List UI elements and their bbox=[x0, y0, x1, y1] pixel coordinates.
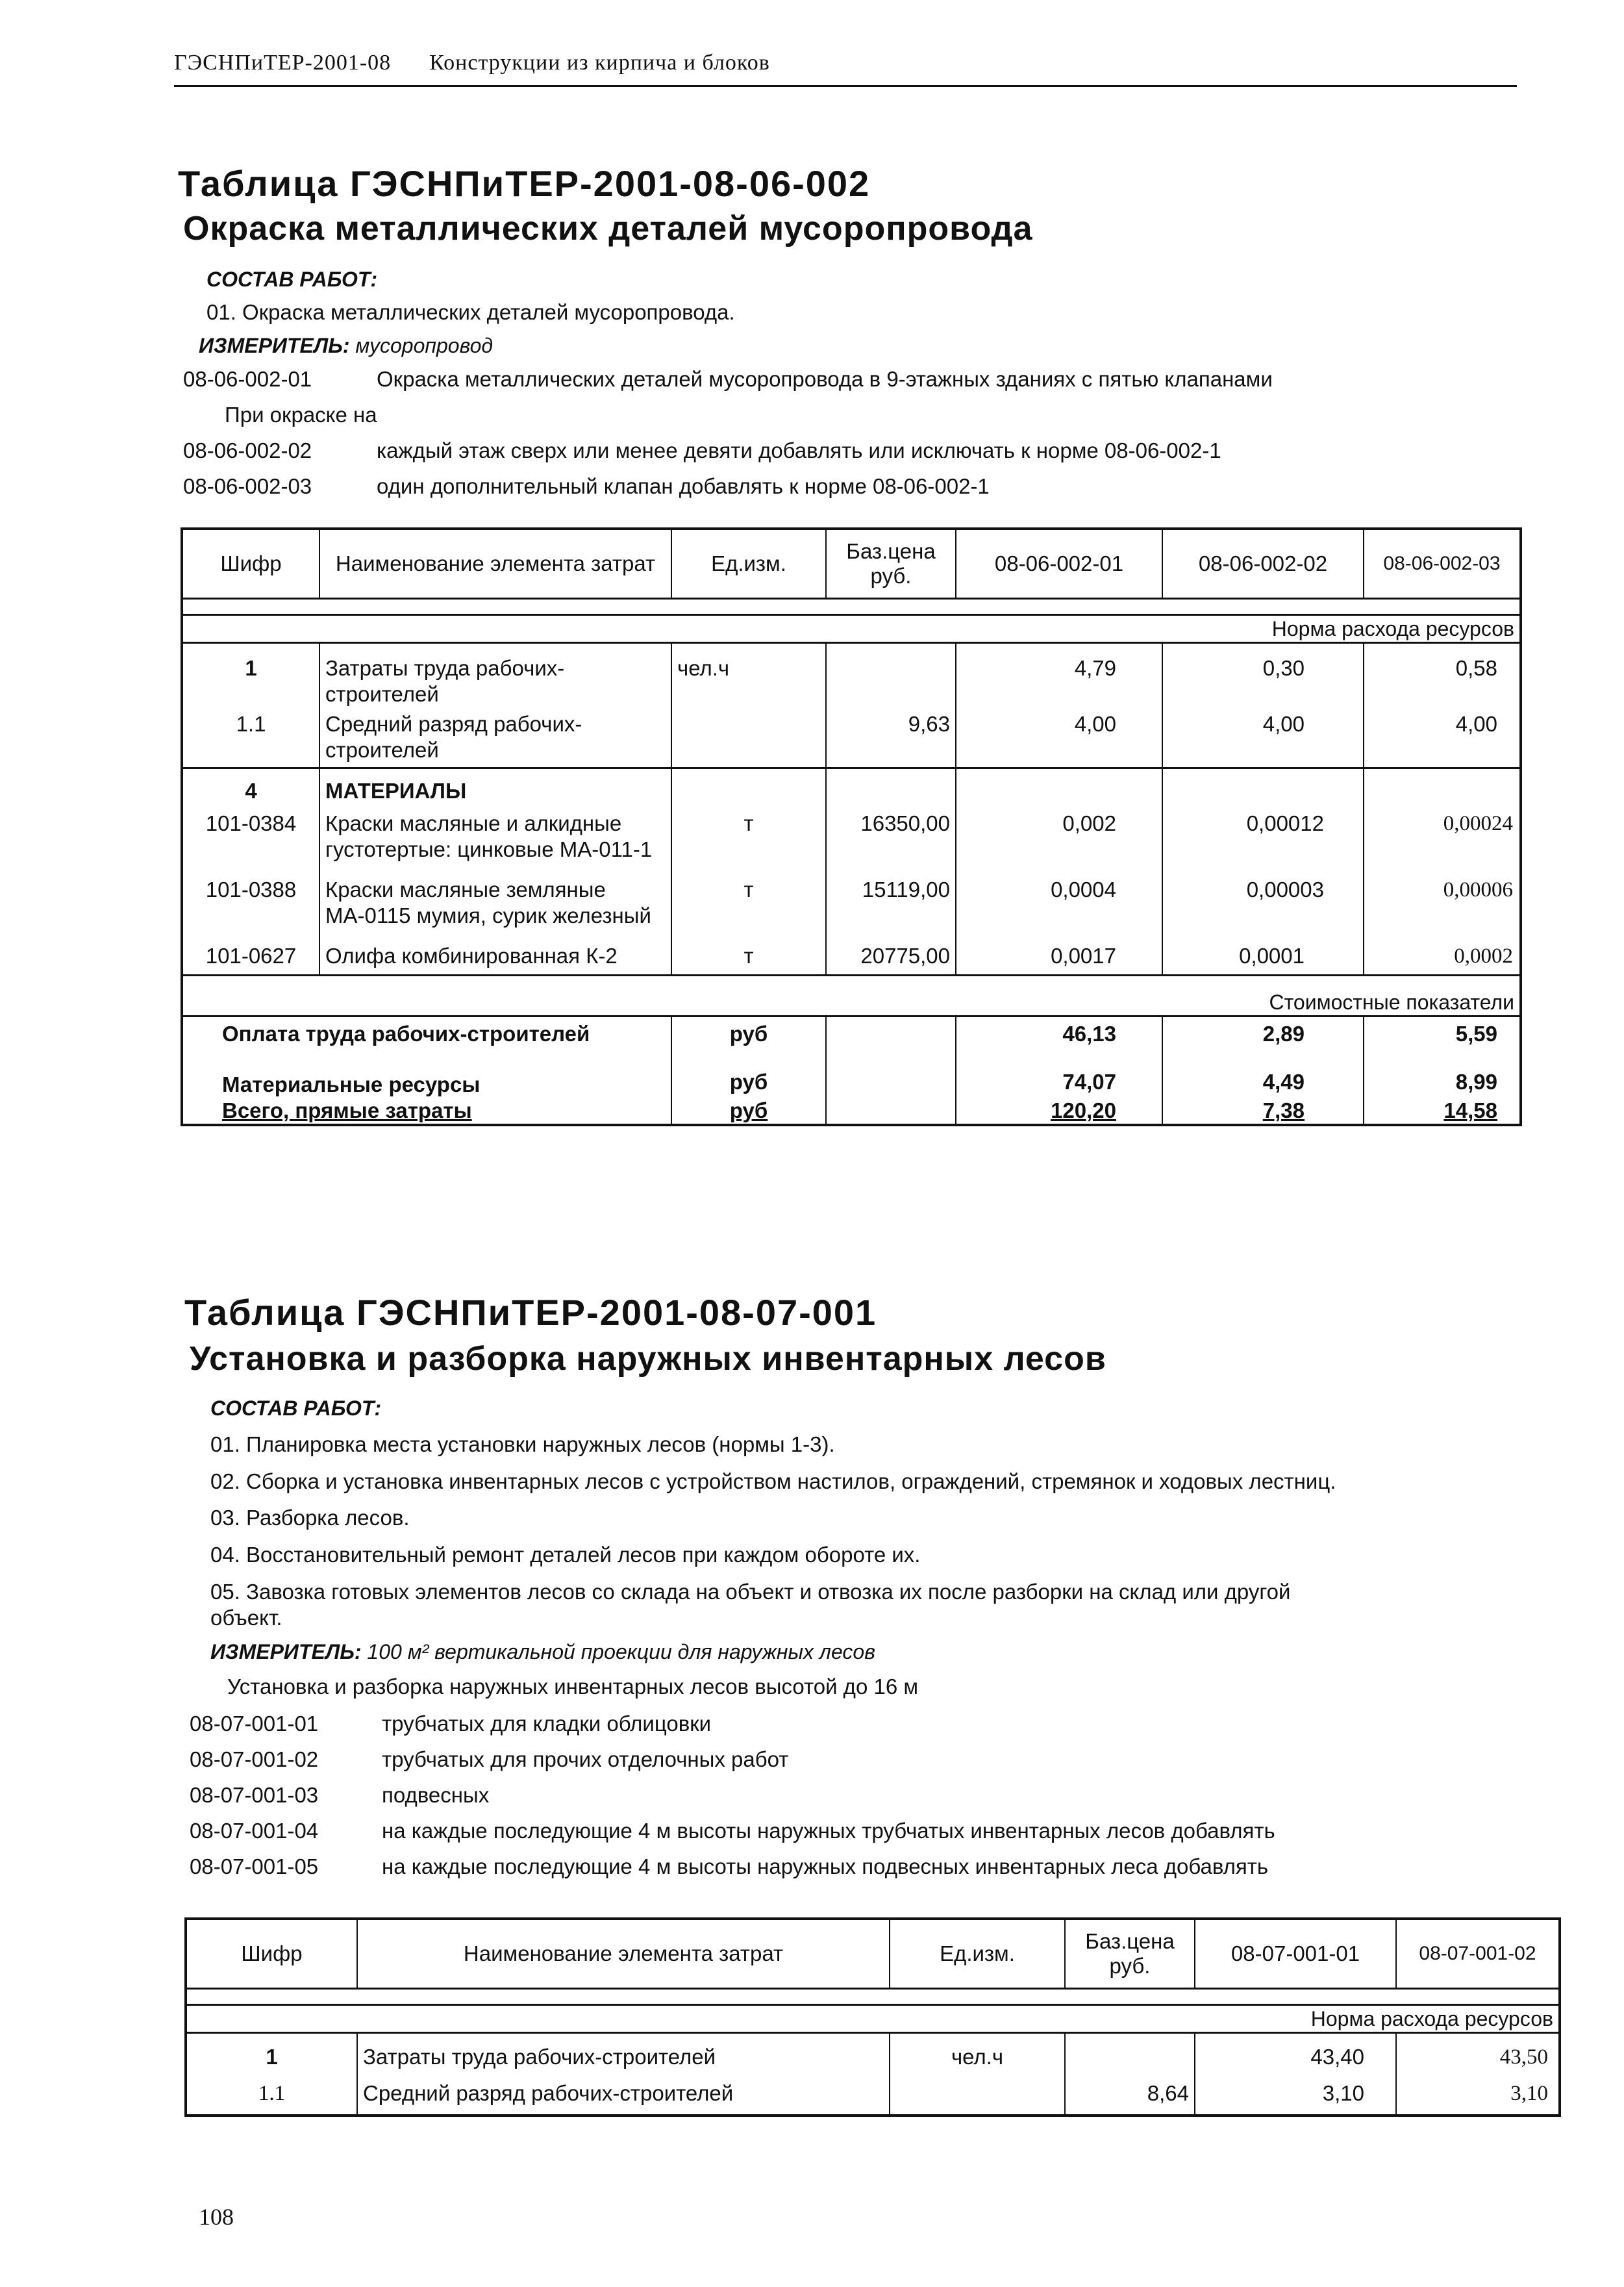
norm-band-row bbox=[186, 2005, 1560, 2033]
summary-norm-3: 5,59 bbox=[1364, 1017, 1521, 1070]
table-row bbox=[182, 863, 1521, 929]
row-price: 8,64 bbox=[1065, 2070, 1195, 2116]
row-norm-2: 0,30 bbox=[1162, 643, 1364, 708]
measure-label-2: ИЗМЕРИТЕЛЬ: bbox=[210, 1640, 362, 1663]
row-code: 1.1 bbox=[182, 707, 319, 768]
row-name: Средний разряд рабочих-строителей bbox=[357, 2070, 890, 2116]
row-norm-1: 3,10 bbox=[1195, 2070, 1396, 2116]
row-unit bbox=[890, 2070, 1065, 2116]
norm-text-2-2: трубчатых для прочих отделочных работ bbox=[382, 1747, 789, 1771]
summary-row bbox=[182, 1069, 1521, 1098]
norm-code-2-4: 08-07-001-04 bbox=[190, 1819, 319, 1843]
norm-code-2-3: 08-07-001-03 bbox=[190, 1783, 319, 1807]
norm-code-1-2: 08-06-002-02 bbox=[183, 438, 312, 462]
measure-value-2: 100 м² вертикальной проекции для наружных лесов bbox=[367, 1640, 875, 1663]
work-item-2-5: 05. Завозка готовых элементов лесов со склада на объект и отвозка их после разборки на склад или другой bbox=[210, 1580, 1291, 1604]
running-header bbox=[174, 51, 770, 75]
measure-label-1: ИЗМЕРИТЕЛЬ: bbox=[199, 334, 350, 357]
row-code: 1 bbox=[186, 2033, 357, 2071]
row-norm-1: 0,0004 bbox=[956, 863, 1162, 929]
col-header-name: Наименование элемента затрат bbox=[319, 529, 671, 599]
summary-name: Материальные ресурсы bbox=[182, 1069, 671, 1098]
row-name: Затраты труда рабочих-строителей bbox=[319, 643, 671, 708]
table-title-1: Таблица ГЭСНПиТЕР-2001-08-06-002 bbox=[178, 163, 871, 204]
table-subtitle-1: Окраска металлических деталей мусоропровода bbox=[183, 210, 1033, 247]
resource-table-1 bbox=[181, 527, 1522, 1126]
row-name: Затраты труда рабочих-строителей bbox=[357, 2033, 890, 2071]
table-row bbox=[186, 2033, 1560, 2071]
norm-text-2-3: подвесных bbox=[382, 1783, 490, 1807]
summary-unit: руб bbox=[671, 1069, 826, 1098]
col-header-norm-2: 08-06-002-02 bbox=[1162, 529, 1364, 599]
header-code: ГЭСНПиТЕР-2001-08 bbox=[174, 51, 392, 75]
work-composition-label-2: СОСТАВ РАБОТ: bbox=[210, 1396, 382, 1420]
col-header-norm-1: 08-07-001-01 bbox=[1195, 1919, 1396, 1989]
norm-code-2-1: 08-07-001-01 bbox=[190, 1712, 319, 1736]
page-number: 108 bbox=[199, 2204, 234, 2230]
col-header-name: Наименование элемента затрат bbox=[357, 1919, 890, 1989]
table-row bbox=[182, 643, 1521, 708]
row-name: Средний разряд рабочих-строителей bbox=[319, 707, 671, 768]
norm-band-label: Норма расхода ресурсов bbox=[182, 615, 1521, 643]
table-header-row bbox=[182, 529, 1521, 599]
summary-unit: руб bbox=[671, 1017, 826, 1070]
row-norm-1: 4,00 bbox=[956, 707, 1162, 768]
summary-norm-1: 46,13 bbox=[956, 1017, 1162, 1070]
row-unit: т bbox=[671, 863, 826, 929]
col-header-code: Шифр bbox=[186, 1919, 357, 1989]
row-norm-2: 0,00012 bbox=[1162, 804, 1364, 863]
table-row bbox=[182, 804, 1521, 863]
summary-row bbox=[182, 1017, 1521, 1070]
row-norm-2: 4,00 bbox=[1162, 707, 1364, 768]
work-item-2-3: 03. Разборка лесов. bbox=[210, 1506, 410, 1530]
summary-norm-2: 7,38 bbox=[1162, 1098, 1364, 1125]
norm-text-1-1: Окраска металлических деталей мусоропровода в 9-этажных зданиях с пятью клапанами bbox=[377, 367, 1273, 391]
work-item-2-5-cont: объект. bbox=[210, 1606, 282, 1630]
norm-band-label: Норма расхода ресурсов bbox=[186, 2005, 1560, 2033]
summary-norm-2: 4,49 bbox=[1162, 1069, 1364, 1098]
table-subtitle-2: Установка и разборка наружных инвентарных лесов bbox=[190, 1340, 1106, 1378]
norm-code-2-2: 08-07-001-02 bbox=[190, 1747, 319, 1771]
row-code: 1 bbox=[182, 643, 319, 708]
table-row bbox=[182, 929, 1521, 976]
measure-line-2 bbox=[210, 1640, 875, 1664]
measure-line-1 bbox=[199, 334, 493, 358]
summary-norm-3: 8,99 bbox=[1364, 1069, 1521, 1098]
col-header-price: Баз.цена руб. bbox=[826, 529, 956, 599]
col-header-norm-2: 08-07-001-02 bbox=[1396, 1919, 1560, 1989]
row-unit: т bbox=[671, 929, 826, 976]
work-item-2-1: 01. Планировка места установки наружных лесов (нормы 1-3). bbox=[210, 1432, 835, 1456]
cost-band-label: Стоимостные показатели bbox=[182, 976, 1521, 1017]
col-header-norm-1: 08-06-002-01 bbox=[956, 529, 1162, 599]
norm-code-1-1: 08-06-002-01 bbox=[183, 367, 312, 391]
row-code: 101-0627 bbox=[182, 929, 319, 976]
col-header-norm-3: 08-06-002-03 bbox=[1364, 529, 1521, 599]
summary-norm-1: 120,20 bbox=[956, 1098, 1162, 1125]
row-name: Олифа комбинированная К-2 bbox=[319, 929, 671, 976]
row-unit bbox=[671, 707, 826, 768]
row-norm-3: 4,00 bbox=[1364, 707, 1521, 768]
work-item-2-2: 02. Сборка и установка инвентарных лесов с устройством настилов, ограждений, стремянок и ходовых лестниц. bbox=[210, 1469, 1336, 1493]
row-price: 16350,00 bbox=[826, 804, 956, 863]
table-header-row bbox=[186, 1919, 1560, 1989]
row-norm-2: 0,0001 bbox=[1162, 929, 1364, 976]
header-title: Конструкции из кирпича и блоков bbox=[429, 51, 770, 75]
summary-norm-3: 14,58 bbox=[1364, 1098, 1521, 1125]
row-code: 101-0384 bbox=[182, 804, 319, 863]
row-price: 9,63 bbox=[826, 707, 956, 768]
row-norm-2: 43,50 bbox=[1396, 2033, 1560, 2071]
cost-band-row bbox=[182, 976, 1521, 1017]
row-norm-2: 0,00003 bbox=[1162, 863, 1364, 929]
work-composition-label-1: СОСТАВ РАБОТ: bbox=[206, 268, 378, 291]
resource-table-2 bbox=[184, 1917, 1561, 2117]
table-row bbox=[186, 2070, 1560, 2116]
row-name: Краски масляные земляные МА-0115 мумия, сурик железный bbox=[319, 863, 671, 929]
row-norm-1: 4,79 bbox=[956, 643, 1162, 708]
row-unit: чел.ч bbox=[890, 2033, 1065, 2071]
row-norm-1: 0,002 bbox=[956, 804, 1162, 863]
materials-heading: МАТЕРИАЛЫ bbox=[319, 768, 671, 805]
col-header-unit: Ед.изм. bbox=[890, 1919, 1065, 1989]
row-price: 15119,00 bbox=[826, 863, 956, 929]
norm-code-1-3: 08-06-002-03 bbox=[183, 474, 312, 498]
summary-row bbox=[182, 1098, 1521, 1125]
row-price bbox=[826, 643, 956, 708]
norm-text-1-3: один дополнительный клапан добавлять к норме 08-06-002-1 bbox=[377, 474, 990, 498]
col-header-code: Шифр bbox=[182, 529, 319, 599]
work-item-1-1: 01. Окраска металлических деталей мусоропровода. bbox=[206, 300, 735, 324]
norm-text-1-2: каждый этаж сверх или менее девяти добавлять или исключать к норме 08-06-002-1 bbox=[377, 438, 1221, 462]
work-item-2-4: 04. Восстановительный ремонт деталей лесов при каждом обороте их. bbox=[210, 1543, 921, 1567]
norm-code-2-5: 08-07-001-05 bbox=[190, 1854, 319, 1878]
table-title-2: Таблица ГЭСНПиТЕР-2001-08-07-001 bbox=[184, 1292, 877, 1333]
norm-band-row bbox=[182, 615, 1521, 643]
row-price bbox=[1065, 2033, 1195, 2071]
col-header-price: Баз.цена руб. bbox=[1065, 1919, 1195, 1989]
row-code: 1.1 bbox=[186, 2070, 357, 2116]
summary-norm-2: 2,89 bbox=[1162, 1017, 1364, 1070]
norm-text-2-5: на каждые последующие 4 м высоты наружных подвесных инвентарных леса добавлять bbox=[382, 1854, 1269, 1878]
norm-intro-2: Установка и разборка наружных инвентарных лесов высотой до 16 м bbox=[227, 1674, 919, 1699]
row-name: Краски масляные и алкидные густотертые: цинковые МА-011-1 bbox=[319, 804, 671, 863]
row-price: 20775,00 bbox=[826, 929, 956, 976]
row-norm-3: 0,00006 bbox=[1364, 863, 1521, 929]
row-norm-1: 0,0017 bbox=[956, 929, 1162, 976]
materials-header-row bbox=[182, 768, 1521, 805]
measure-value-1: мусоропровод bbox=[355, 334, 493, 357]
col-header-unit: Ед.изм. bbox=[671, 529, 826, 599]
row-norm-3: 0,0002 bbox=[1364, 929, 1521, 976]
norm-text-2-4: на каждые последующие 4 м высоты наружных трубчатых инвентарных лесов добавлять bbox=[382, 1819, 1275, 1843]
summary-name: Оплата труда рабочих-строителей bbox=[182, 1017, 671, 1070]
table-row bbox=[182, 707, 1521, 768]
summary-name: Всего, прямые затраты bbox=[182, 1098, 671, 1125]
row-norm-3: 0,58 bbox=[1364, 643, 1521, 708]
materials-code: 4 bbox=[182, 768, 319, 805]
summary-norm-1: 74,07 bbox=[956, 1069, 1162, 1098]
summary-unit: руб bbox=[671, 1098, 826, 1125]
header-rule bbox=[174, 85, 1517, 87]
row-norm-3: 0,00024 bbox=[1364, 804, 1521, 863]
row-norm-1: 43,40 bbox=[1195, 2033, 1396, 2071]
row-unit: т bbox=[671, 804, 826, 863]
row-norm-2: 3,10 bbox=[1396, 2070, 1560, 2116]
norm-intro-1: При окраске на bbox=[225, 403, 377, 427]
row-unit: чел.ч bbox=[671, 643, 826, 708]
norm-text-2-1: трубчатых для кладки облицовки bbox=[382, 1712, 712, 1736]
row-code: 101-0388 bbox=[182, 863, 319, 929]
